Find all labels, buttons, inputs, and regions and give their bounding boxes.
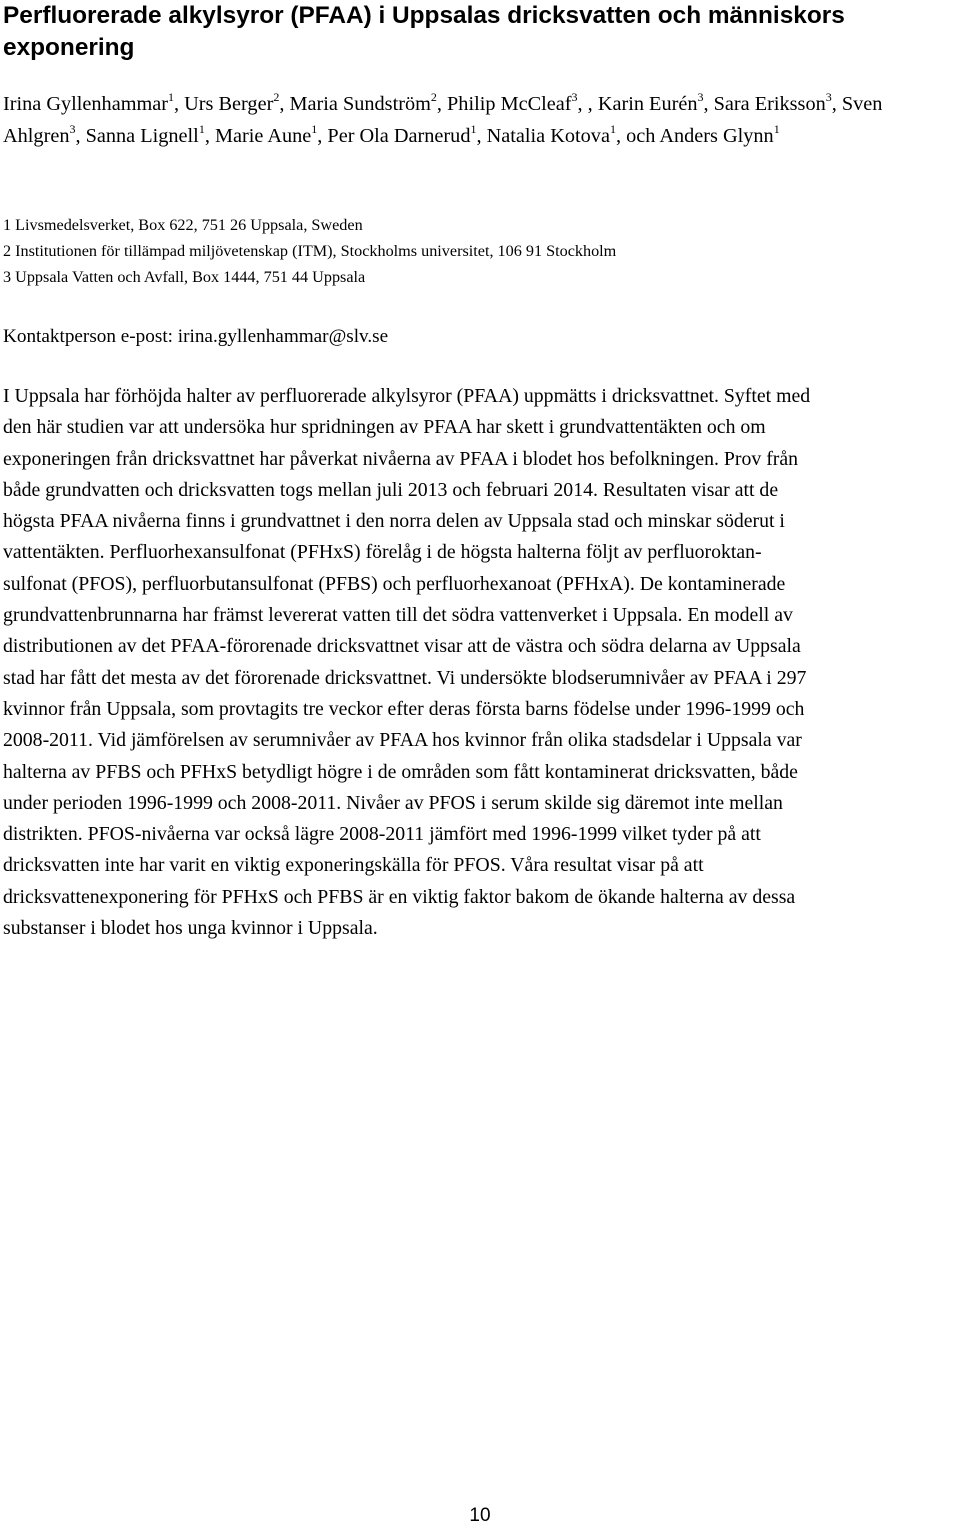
author-name: Sara Eriksson <box>713 93 826 115</box>
affiliation-item: 3 Uppsala Vatten och Avfall, Box 1444, 751 44 Uppsala <box>3 268 366 286</box>
abstract <box>3 381 958 944</box>
author-affiliation-mark: 1 <box>470 122 477 136</box>
abstract-line: dricksvattenexponering för PFHxS och PFBS är en viktig faktor bakom de ökande halterna av dessa <box>3 885 796 908</box>
author-affiliation-mark: 2 <box>430 90 437 104</box>
abstract-line: halterna av PFBS och PFHxS betydligt högre i de områden som fått kontaminerat dricksvatten, både <box>3 760 798 783</box>
abstract-line: substanser i blodet hos unga kvinnor i Uppsala. <box>3 917 378 940</box>
author-name: Karin Eurén <box>597 93 698 115</box>
author-affiliation-mark: 1 <box>168 90 175 104</box>
abstract-line: distrikten. PFOS-nivåerna var också lägre 2008-2011 jämfört med 1996-1999 vilket tyder på att <box>3 823 761 846</box>
page-number: 10 <box>469 1505 491 1526</box>
abstract-line: distributionen av det PFAA-förorenade dricksvattnet visar att de västra och södra delarna av Uppsala <box>3 635 801 658</box>
affiliation-item: 2 Institutionen för tillämpad miljövetenskap (ITM), Stockholms universitet, 106 91 Stockholm <box>3 242 617 260</box>
author-list: Irina Gyllenhammar$^1$, Urs Berger$^2$, Maria Sundström$^2$, Philip McCleaf$^3$, , Karin Eurén$^3$, Sara Eriksson$^3$, Sven Ahlgren$^3$, Sanna Lignell$^1$, Marie Aune$^1$, Per Ola Darnerud$^1$, Natalia Kotova$^1$, och Anders Glynn$^1$ <box>3 90 883 147</box>
author-name: och Anders Glynn <box>626 125 774 147</box>
author-name: Natalia Kotova <box>486 125 610 147</box>
author-affiliation-mark: 3 <box>697 90 704 104</box>
abstract-line: sulfonat (PFOS), perfluorbutansulfonat (PFBS) och perfluorhexanoat (PFHxA). De kontaminerade <box>3 572 786 595</box>
author-affiliation-mark: 1 <box>198 122 205 136</box>
author-affiliation-mark: 1 <box>773 122 780 136</box>
author-affiliation-mark: 1 <box>609 122 616 136</box>
author-name: Maria Sundström <box>289 93 431 115</box>
abstract-line: grundvattenbrunnarna har främst levererat vatten till det södra vattenverket i Uppsala. En modell av <box>3 604 793 627</box>
author-name: Marie Aune <box>214 125 312 147</box>
author-name: Philip McCleaf <box>447 93 572 115</box>
abstract-line: I Uppsala har förhöjda halter av perfluorerade alkylsyror (PFAA) uppmätts i dricksvattnet. Syftet med <box>3 385 811 407</box>
author-name: Per Ola Darnerud <box>327 125 471 147</box>
author-name: Urs Berger <box>184 93 274 115</box>
abstract-line: 2008-2011. Vid jämförelsen av serumnivåer av PFAA hos kvinnor från olika stadsdelar i Uppsala var <box>3 729 802 752</box>
contact-email: Kontaktperson e-post: irina.gyllenhammar@slv.se <box>3 326 389 347</box>
author-name: Sanna Lignell <box>85 125 199 147</box>
author-name: Irina Gyllenhammar <box>3 93 169 115</box>
abstract-line: stad har fått det mesta av det förorenade dricksvattnet. Vi undersökte blodserumnivåer av PFAA i 297 <box>3 666 807 689</box>
author-name: Sven Ahlgren <box>3 93 883 147</box>
abstract-line: under perioden 1996-1999 och 2008-2011. Nivåer av PFOS i serum skilde sig däremot inte mellan <box>3 791 783 814</box>
abstract-line: vattentäkten. Perfluorhexansulfonat (PFHxS) förelåg i de högsta halterna följt av perfluoroktan- <box>3 541 762 564</box>
abstract-line: högsta PFAA nivåerna finns i grundvattnet i den norra delen av Uppsala stad och minskar söderut i <box>3 510 785 533</box>
abstract-line: exponeringen från dricksvattnet har påverkat nivåerna av PFAA i blodet hos befolkningen. Prov från <box>3 447 799 470</box>
abstract-line: dricksvatten inte har varit en viktig exponeringskälla för PFOS. Våra resultat visar på att <box>3 854 704 877</box>
author-affiliation-mark: 1 <box>311 122 318 136</box>
abstract-line: både grundvatten och dricksvatten togs mellan juli 2013 och februari 2014. Resultaten visar att de <box>3 478 779 501</box>
author-affiliation-mark: 3 <box>571 90 578 104</box>
abstract-line: den här studien var att undersöka hur spridningen av PFAA har skett i grundvattentäkten och om <box>3 416 766 439</box>
affiliation-item: 1 Livsmedelsverket, Box 622, 751 26 Uppsala, Sweden <box>3 216 363 234</box>
affiliation-list <box>3 212 958 290</box>
author-affiliation-mark: 3 <box>825 90 832 104</box>
author-affiliation-mark: 3 <box>69 122 76 136</box>
author-affiliation-mark: 2 <box>273 90 280 104</box>
abstract-line: kvinnor från Uppsala, som provtagits tre veckor efter deras första barns födelse under 1996-1999 och <box>3 697 805 720</box>
paper-title: Perfluorerade alkylsyror (PFAA) i Uppsalas dricksvatten och människors exponering <box>3 2 845 61</box>
